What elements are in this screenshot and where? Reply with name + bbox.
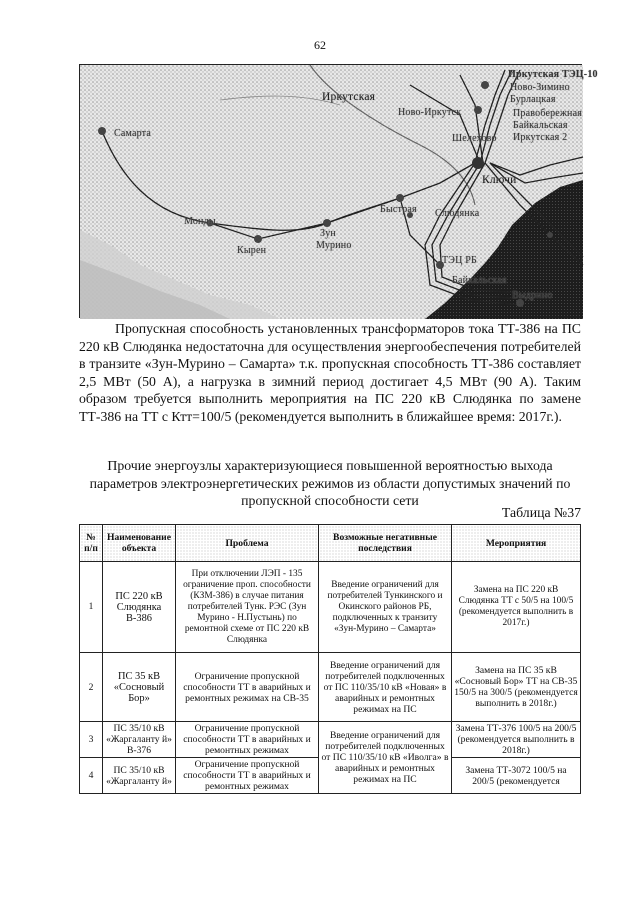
map-label-baikalskaya-top: Байкальская [513,120,568,131]
body-paragraph [79,320,581,426]
map-label-baikalskaya-bottom: Байкальская [452,275,507,286]
network-map [79,64,598,318]
cell-measures: Замена на ПС 35 кВ «Сосновый Бор» ТТ на СВ-35 150/5 на 300/5 (рекомендуется выполнить в 2018г.) [452,653,581,722]
map-label-mondy: Монды [184,216,216,227]
page-number: 62 [314,38,326,52]
map-label-klyuchi: Ключи [482,174,517,186]
map-label-novo-zimino: Ново-Зимино [510,82,570,93]
header-problem: Проблема [176,525,319,562]
header-measures: Мероприятия [452,525,581,562]
map-label-murino: Мурино [316,240,352,251]
cell-problem: Ограничение пропускной способности ТТ в аварийных и ремонтных режимах [176,722,319,758]
header-consequences: Возможные негативные последствия [319,525,452,562]
map-label-pravoberezh: Правобережная [513,108,583,119]
body-paragraph-text: Пропускная способность установленных трансформаторов тока ТТ-386 на ПС 220 кВ Слюдянка недостаточна для осуществления энергообеспечения потребителей в транзите «Зун-Мурино – Самарта» т.к. пропускная способность ТТ-386 составляет 2,5 МВт (50 А), а нагрузка в зимний период достигает 4,5 МВт (90 А). Таким образом требуется выполнить мероприятия на ПС 220 кВ Слюдянка по замене ТТ-386 на ТТ с Ктт=100/5 (рекомендуется выполнить в ближайшее время: 2017г.). [79,321,581,424]
cell-object: ПС 220 кВ Слюдянка В-386 [103,562,176,653]
map-label-irkutskaya: Иркутская [322,91,376,103]
table-row [80,653,581,722]
map-label-samarta: Самарта [114,128,152,139]
map-label-novo-irkutsk: Ново-Иркутск [398,107,462,118]
header-num: № п/п [80,525,103,562]
map-drawing [80,65,583,319]
map-label-sharyy: Бурлацкая [510,94,556,105]
cell-num: 3 [80,722,103,758]
map-label-zun: Зун [320,228,336,239]
map-label-slyudyanka: Слюдянка [435,208,480,219]
table-header-row [80,525,581,562]
map-label-kyren: Кырен [237,245,267,256]
cell-num: 1 [80,562,103,653]
table-row [80,722,581,758]
cell-problem: При отключении ЛЭП - 135 ограничение проп. способности (КЗМ-386) в случае питания потребителей Тунк. РЭС (Зун Мурино - Н.Пустынь) по ремонтной схеме от ПС 220 кВ Слюдянка [176,562,319,653]
cell-measures: Замена ТТ-376 100/5 на 200/5 (рекомендуется выполнить в 2018г.) [452,722,581,758]
cell-num: 4 [80,758,103,794]
cell-problem: Ограничение пропускной способности ТТ в аварийных и ремонтных режимах на СВ-35 [176,653,319,722]
cell-consequences: Введение ограничений для потребителей подключенных от ПС 110/35/10 кВ «Иволга» в аварийных и ремонтных режимах на ПС [319,722,452,794]
map-label-tets-rb: ТЭЦ РБ [442,255,477,266]
map-label-shelekhovo: Шелехово [452,133,497,144]
map-label-vydrino: Выдрино [512,290,553,301]
cell-object: ПС 35/10 кВ «Жаргаланту й» [103,758,176,794]
table-row [80,562,581,653]
section-heading: Прочие энергоузлы характеризующиеся повышенной вероятностью выхода параметров электроэнергетических режимов из области допустимых значений по пропускной способности сети [89,458,571,509]
cell-problem: Ограничение пропускной способности ТТ в аварийных и ремонтных режимах [176,758,319,794]
cell-object: ПС 35 кВ «Сосновый Бор» [103,653,176,722]
header-object: Наименование объекта [103,525,176,562]
cell-consequences: Введение ограничений для потребителей Тункинского и Окинского районов РБ, подключенных к транзиту «Зун-Мурино – Самарта» [319,562,452,653]
table-label: Таблица №37 [501,505,581,520]
cell-num: 2 [80,653,103,722]
cell-consequences: Введение ограничений для потребителей подключенных от ПС 110/35/10 кВ «Новая» в аварийных и ремонтных режимах на ПС [319,653,452,722]
cell-measures: Замена на ПС 220 кВ Слюдянка ТТ с 50/5 на 100/5 (рекомендуется выполнить в 2017г.) [452,562,581,653]
cell-measures: Замена ТТ-3072 100/5 на 200/5 (рекомендуется [452,758,581,794]
map-label-vystraya: Быстрая [380,204,417,215]
map-label-irkutsk-tec10: Иркутская ТЭЦ-10 [508,69,598,80]
cell-object: ПС 35/10 кВ «Жаргаланту й» В-376 [103,722,176,758]
problems-table [79,524,581,794]
map-label-irkutskaya-2: Иркутская 2 [513,132,568,143]
